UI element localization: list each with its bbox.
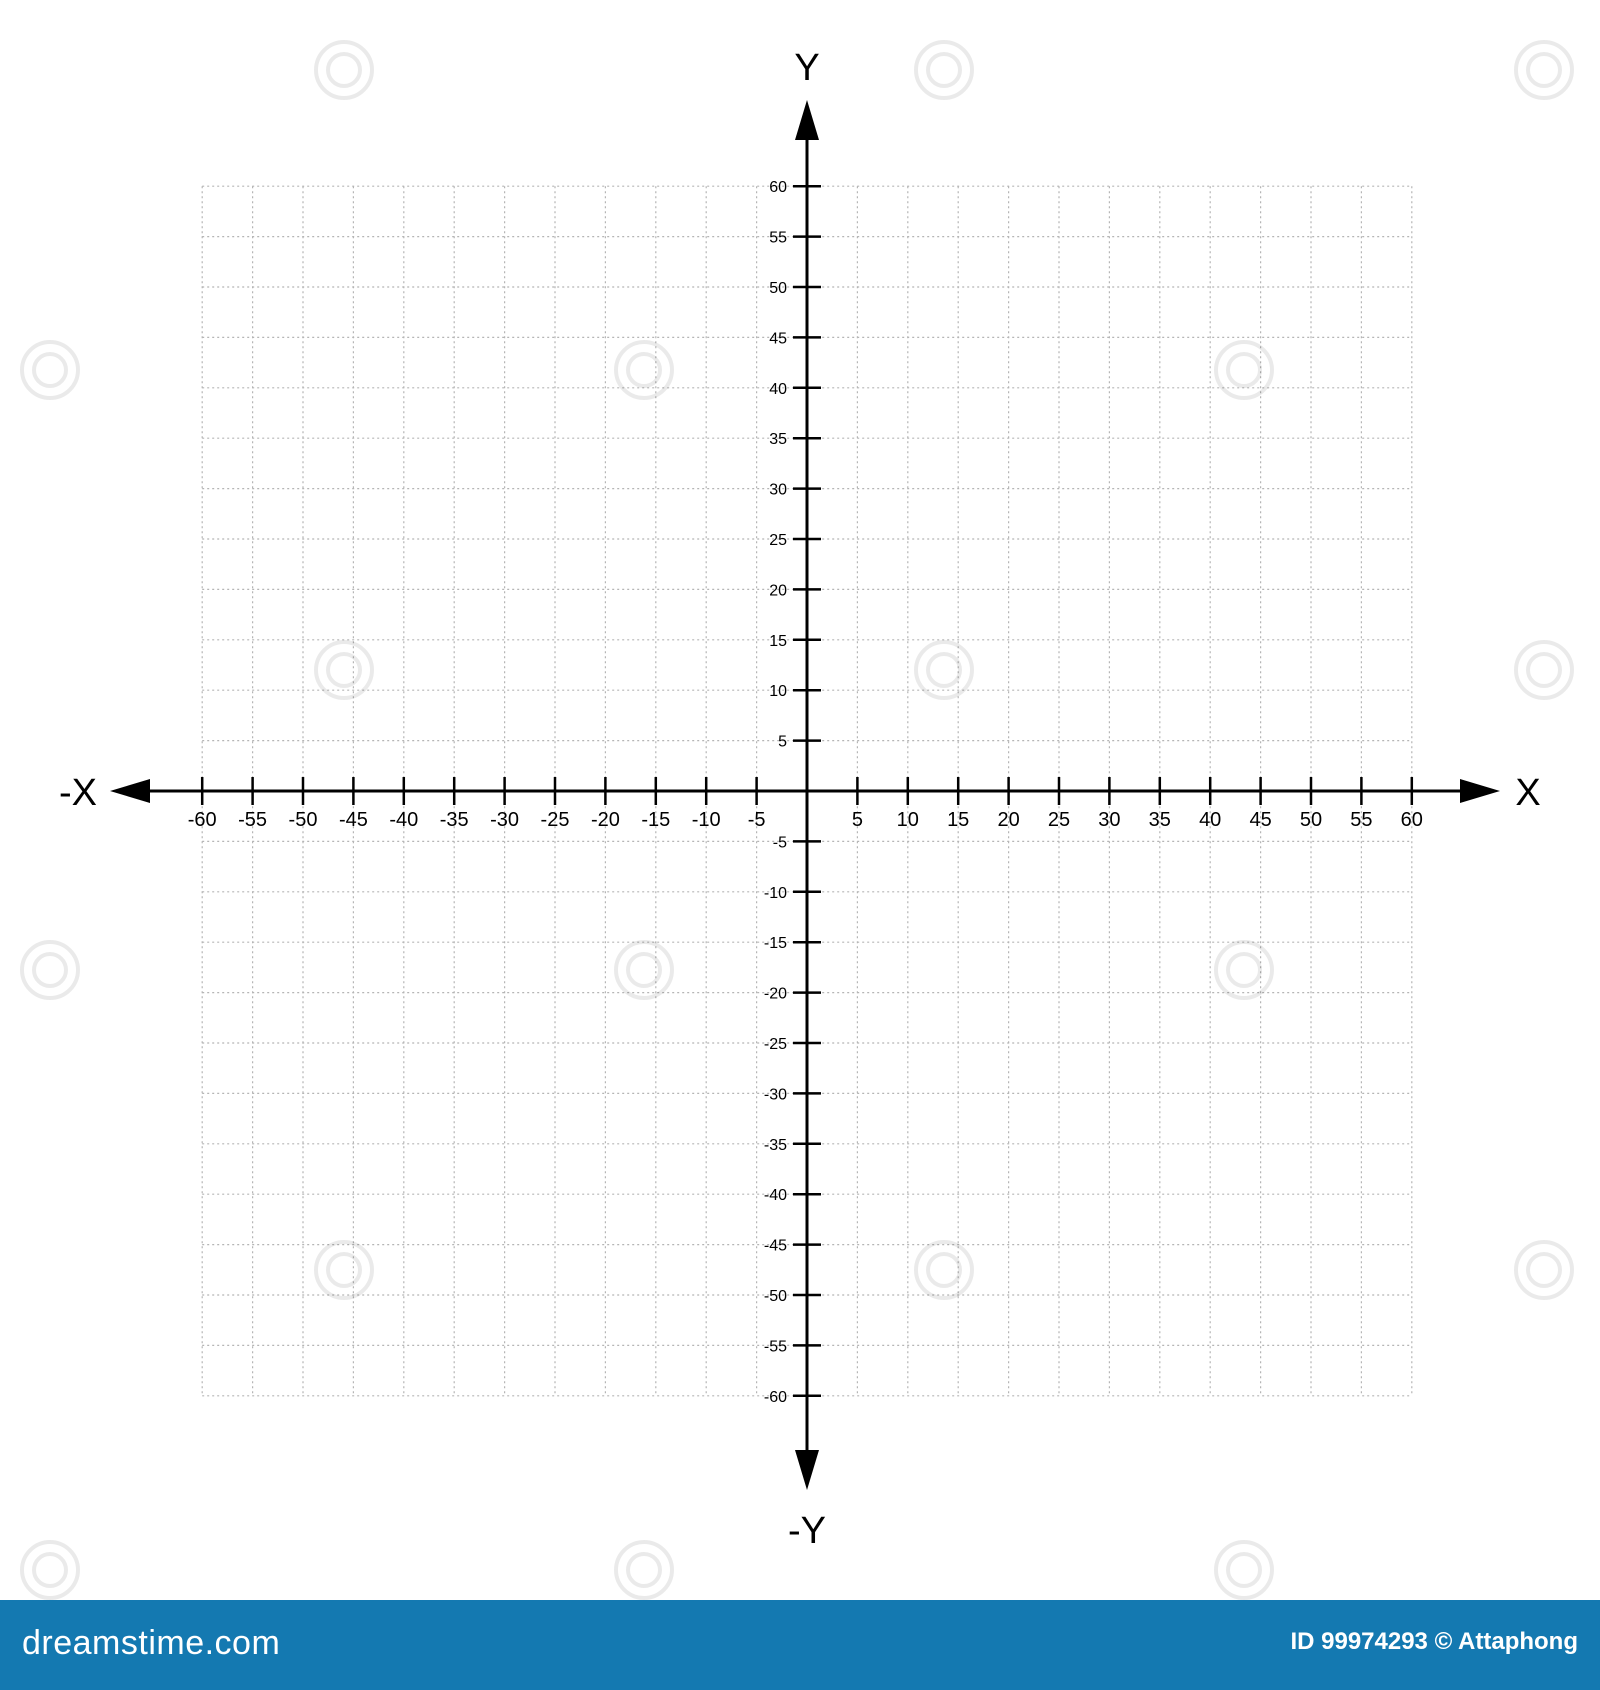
y-tick-label: -45 xyxy=(763,1237,787,1255)
x-axis-arrow-right-icon xyxy=(1460,779,1500,803)
y-axis-negative-label: -Y xyxy=(788,1510,826,1552)
y-tick-label: 10 xyxy=(769,683,787,701)
x-tick-label: -10 xyxy=(691,809,721,831)
y-tick-label: -5 xyxy=(772,834,787,852)
y-tick-label: -35 xyxy=(763,1136,787,1154)
x-tick-label: 15 xyxy=(947,809,970,831)
y-tick-label: 15 xyxy=(769,632,787,650)
x-tick-label: 25 xyxy=(1047,809,1071,831)
y-tick-label: 30 xyxy=(769,481,787,499)
x-tick-label: -20 xyxy=(590,809,620,831)
y-tick-label: -50 xyxy=(763,1288,787,1305)
footer-brand-logo[interactable]: dreamstime.com xyxy=(22,1624,281,1662)
y-tick-label: -60 xyxy=(763,1388,787,1406)
y-tick-label: 35 xyxy=(769,431,787,449)
y-tick-label: -40 xyxy=(763,1187,787,1205)
x-tick-label: -60 xyxy=(187,809,217,831)
y-tick-label: -20 xyxy=(763,985,787,1003)
axis-labels xyxy=(59,47,1541,1552)
y-ticks xyxy=(764,179,821,1406)
y-tick-label: 50 xyxy=(769,280,787,297)
x-tick-label: -45 xyxy=(338,809,368,831)
y-tick-label: -55 xyxy=(763,1338,787,1356)
x-tick-label: 40 xyxy=(1199,809,1222,831)
x-tick-label: -40 xyxy=(389,809,419,831)
x-tick-label: 30 xyxy=(1098,809,1121,831)
x-tick-label: 60 xyxy=(1400,809,1423,831)
x-tick-label: 5 xyxy=(851,809,863,831)
x-tick-label: 45 xyxy=(1249,809,1272,831)
y-tick-label: -25 xyxy=(763,1036,787,1053)
x-tick-label: -5 xyxy=(747,809,766,831)
y-tick-label: 40 xyxy=(769,380,787,398)
x-axis-negative-label: -X xyxy=(59,772,97,814)
x-tick-label: -15 xyxy=(641,809,671,831)
y-tick-label: 5 xyxy=(778,733,787,751)
y-tick-label: 60 xyxy=(769,179,787,197)
footer-credit: ID 99974293 © Attaphong xyxy=(1290,1628,1578,1655)
x-tick-label: 10 xyxy=(896,809,919,831)
x-tick-label: 50 xyxy=(1299,809,1323,831)
x-tick-label: -35 xyxy=(439,809,469,831)
y-tick-label: -15 xyxy=(763,935,787,953)
y-tick-label: 55 xyxy=(769,229,787,247)
y-axis-positive-label: Y xyxy=(794,47,820,89)
y-tick-label: 25 xyxy=(769,532,787,549)
axes xyxy=(110,100,1500,1490)
x-tick-label: 35 xyxy=(1148,809,1171,831)
x-axis-arrow-left-icon xyxy=(110,779,150,803)
y-tick-label: -30 xyxy=(763,1086,787,1104)
y-tick-label: 20 xyxy=(769,582,787,600)
y-tick-label: 45 xyxy=(769,330,787,348)
x-axis-positive-label: X xyxy=(1515,772,1541,814)
x-tick-label: 55 xyxy=(1350,809,1373,831)
x-tick-label: -50 xyxy=(288,809,318,831)
x-tick-label: -55 xyxy=(238,809,268,831)
x-tick-label: 20 xyxy=(997,809,1020,831)
x-ticks xyxy=(188,777,1423,831)
x-tick-label: -30 xyxy=(490,809,520,831)
x-tick-label: -25 xyxy=(540,809,570,831)
y-tick-label: -10 xyxy=(763,884,787,902)
y-axis-arrow-up-icon xyxy=(795,100,819,140)
footer-bar xyxy=(0,1600,1600,1690)
y-axis-arrow-down-icon xyxy=(795,1450,819,1490)
